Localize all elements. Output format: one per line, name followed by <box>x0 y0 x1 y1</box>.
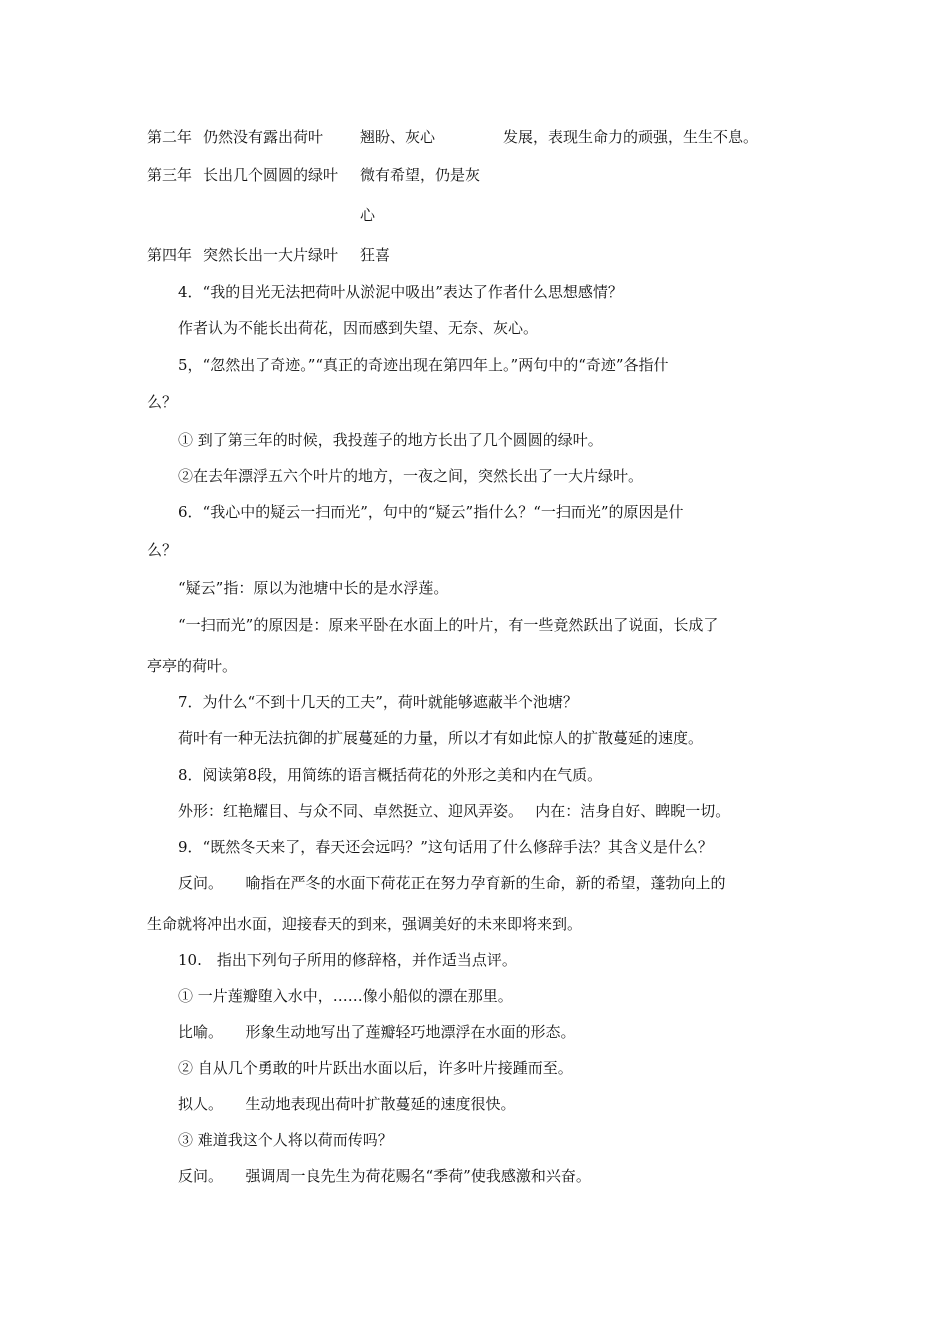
answer-10-sentence-3: 反问。 强调周一良先生为荷花赐名“季荷”使我感激和兴奋。 <box>178 1167 591 1185</box>
table-cell-year: 第二年 <box>147 128 193 146</box>
question-10-sentence-3: ③ 难道我这个人将以荷而传吗？ <box>178 1131 393 1149</box>
question-10-sentence-2: ② 自从几个勇敢的叶片跃出水面以后，许多叶片接踵而至。 <box>178 1059 573 1077</box>
table-cell-note: 发展，表现生命力的顽强，生生不息。 <box>503 128 759 146</box>
answer-5-item-2: ②在去年漂浮五六个叶片的地方，一夜之间，突然长出了一大片绿叶。 <box>178 467 644 485</box>
question-8: 8．阅读第8段，用简练的语言概括荷花的外形之美和内在气质。 <box>178 766 603 784</box>
question-10-sentence-1: ① 一片莲瓣堕入水中，……像小船似的漂在那里。 <box>178 987 513 1005</box>
answer-4: 作者认为不能长出荷花，因而感到失望、无奈、灰心。 <box>178 319 539 337</box>
question-7: 7．为什么“不到十几天的工夫”，荷叶就能够遮蔽半个池塘？ <box>178 693 578 711</box>
answer-7: 荷叶有一种无法抗御的扩展蔓延的力量，所以才有如此惊人的扩散蔓延的速度。 <box>178 729 704 747</box>
table-cell-feeling: 翘盼、灰心 <box>360 128 436 146</box>
answer-6-part-2: “一扫而光”的原因是：原来平卧在水面上的叶片，有一些竟然跃出了说面，长成了 <box>178 616 719 634</box>
question-6-continued: 么？ <box>147 541 178 559</box>
answer-9-continued: 生命就将冲出水面，迎接春天的到来，强调美好的未来即将来到。 <box>147 915 583 933</box>
question-5: 5，“忽然出了奇迹。”“真正的奇迹出现在第四年上。”两句中的“奇迹”各指什 <box>178 356 669 374</box>
answer-10-sentence-1: 比喻。 形象生动地写出了莲瓣轻巧地漂浮在水面的形态。 <box>178 1023 576 1041</box>
table-cell-year: 第三年 <box>147 166 193 184</box>
table-cell-feeling: 狂喜 <box>360 246 391 264</box>
table-cell-observation: 突然长出一大片绿叶 <box>203 246 339 264</box>
question-4: 4．“我的目光无法把荷叶从淤泥中吸出”表达了作者什么思想感情？ <box>178 283 623 301</box>
table-cell-feeling: 微有希望，仍是灰 <box>360 166 481 184</box>
question-10: 10. 指出下列句子所用的修辞格，并作适当点评。 <box>178 951 517 969</box>
answer-6-part-1: “疑云”指：原以为池塘中长的是水浮莲。 <box>178 579 449 597</box>
question-9: 9．“既然冬天来了，春天还会远吗？”这句话用了什么修辞手法？其含义是什么？ <box>178 838 713 856</box>
table-cell-observation: 长出几个圆圆的绿叶 <box>203 166 339 184</box>
answer-5-item-1: ① 到了第三年的时候，我投莲子的地方长出了几个圆圆的绿叶。 <box>178 431 603 449</box>
table-cell-feeling-continued: 心 <box>360 206 376 224</box>
answer-8: 外形：红艳耀目、与众不同、卓然挺立、迎风弄姿。 内在：洁身自好、睥睨一切。 <box>178 802 731 820</box>
question-6: 6．“我心中的疑云一扫而光”，句中的“疑云”指什么？“一扫而光”的原因是什 <box>178 503 684 521</box>
question-5-continued: 么？ <box>147 393 178 411</box>
answer-6-part-2-continued: 亭亭的荷叶。 <box>147 657 238 675</box>
table-cell-observation: 仍然没有露出荷叶 <box>203 128 324 146</box>
answer-10-sentence-2: 拟人。 生动地表现出荷叶扩散蔓延的速度很快。 <box>178 1095 516 1113</box>
table-cell-year: 第四年 <box>147 246 193 264</box>
answer-9: 反问。 喻指在严冬的水面下荷花正在努力孕育新的生命，新的希望，蓬勃向上的 <box>178 874 726 892</box>
